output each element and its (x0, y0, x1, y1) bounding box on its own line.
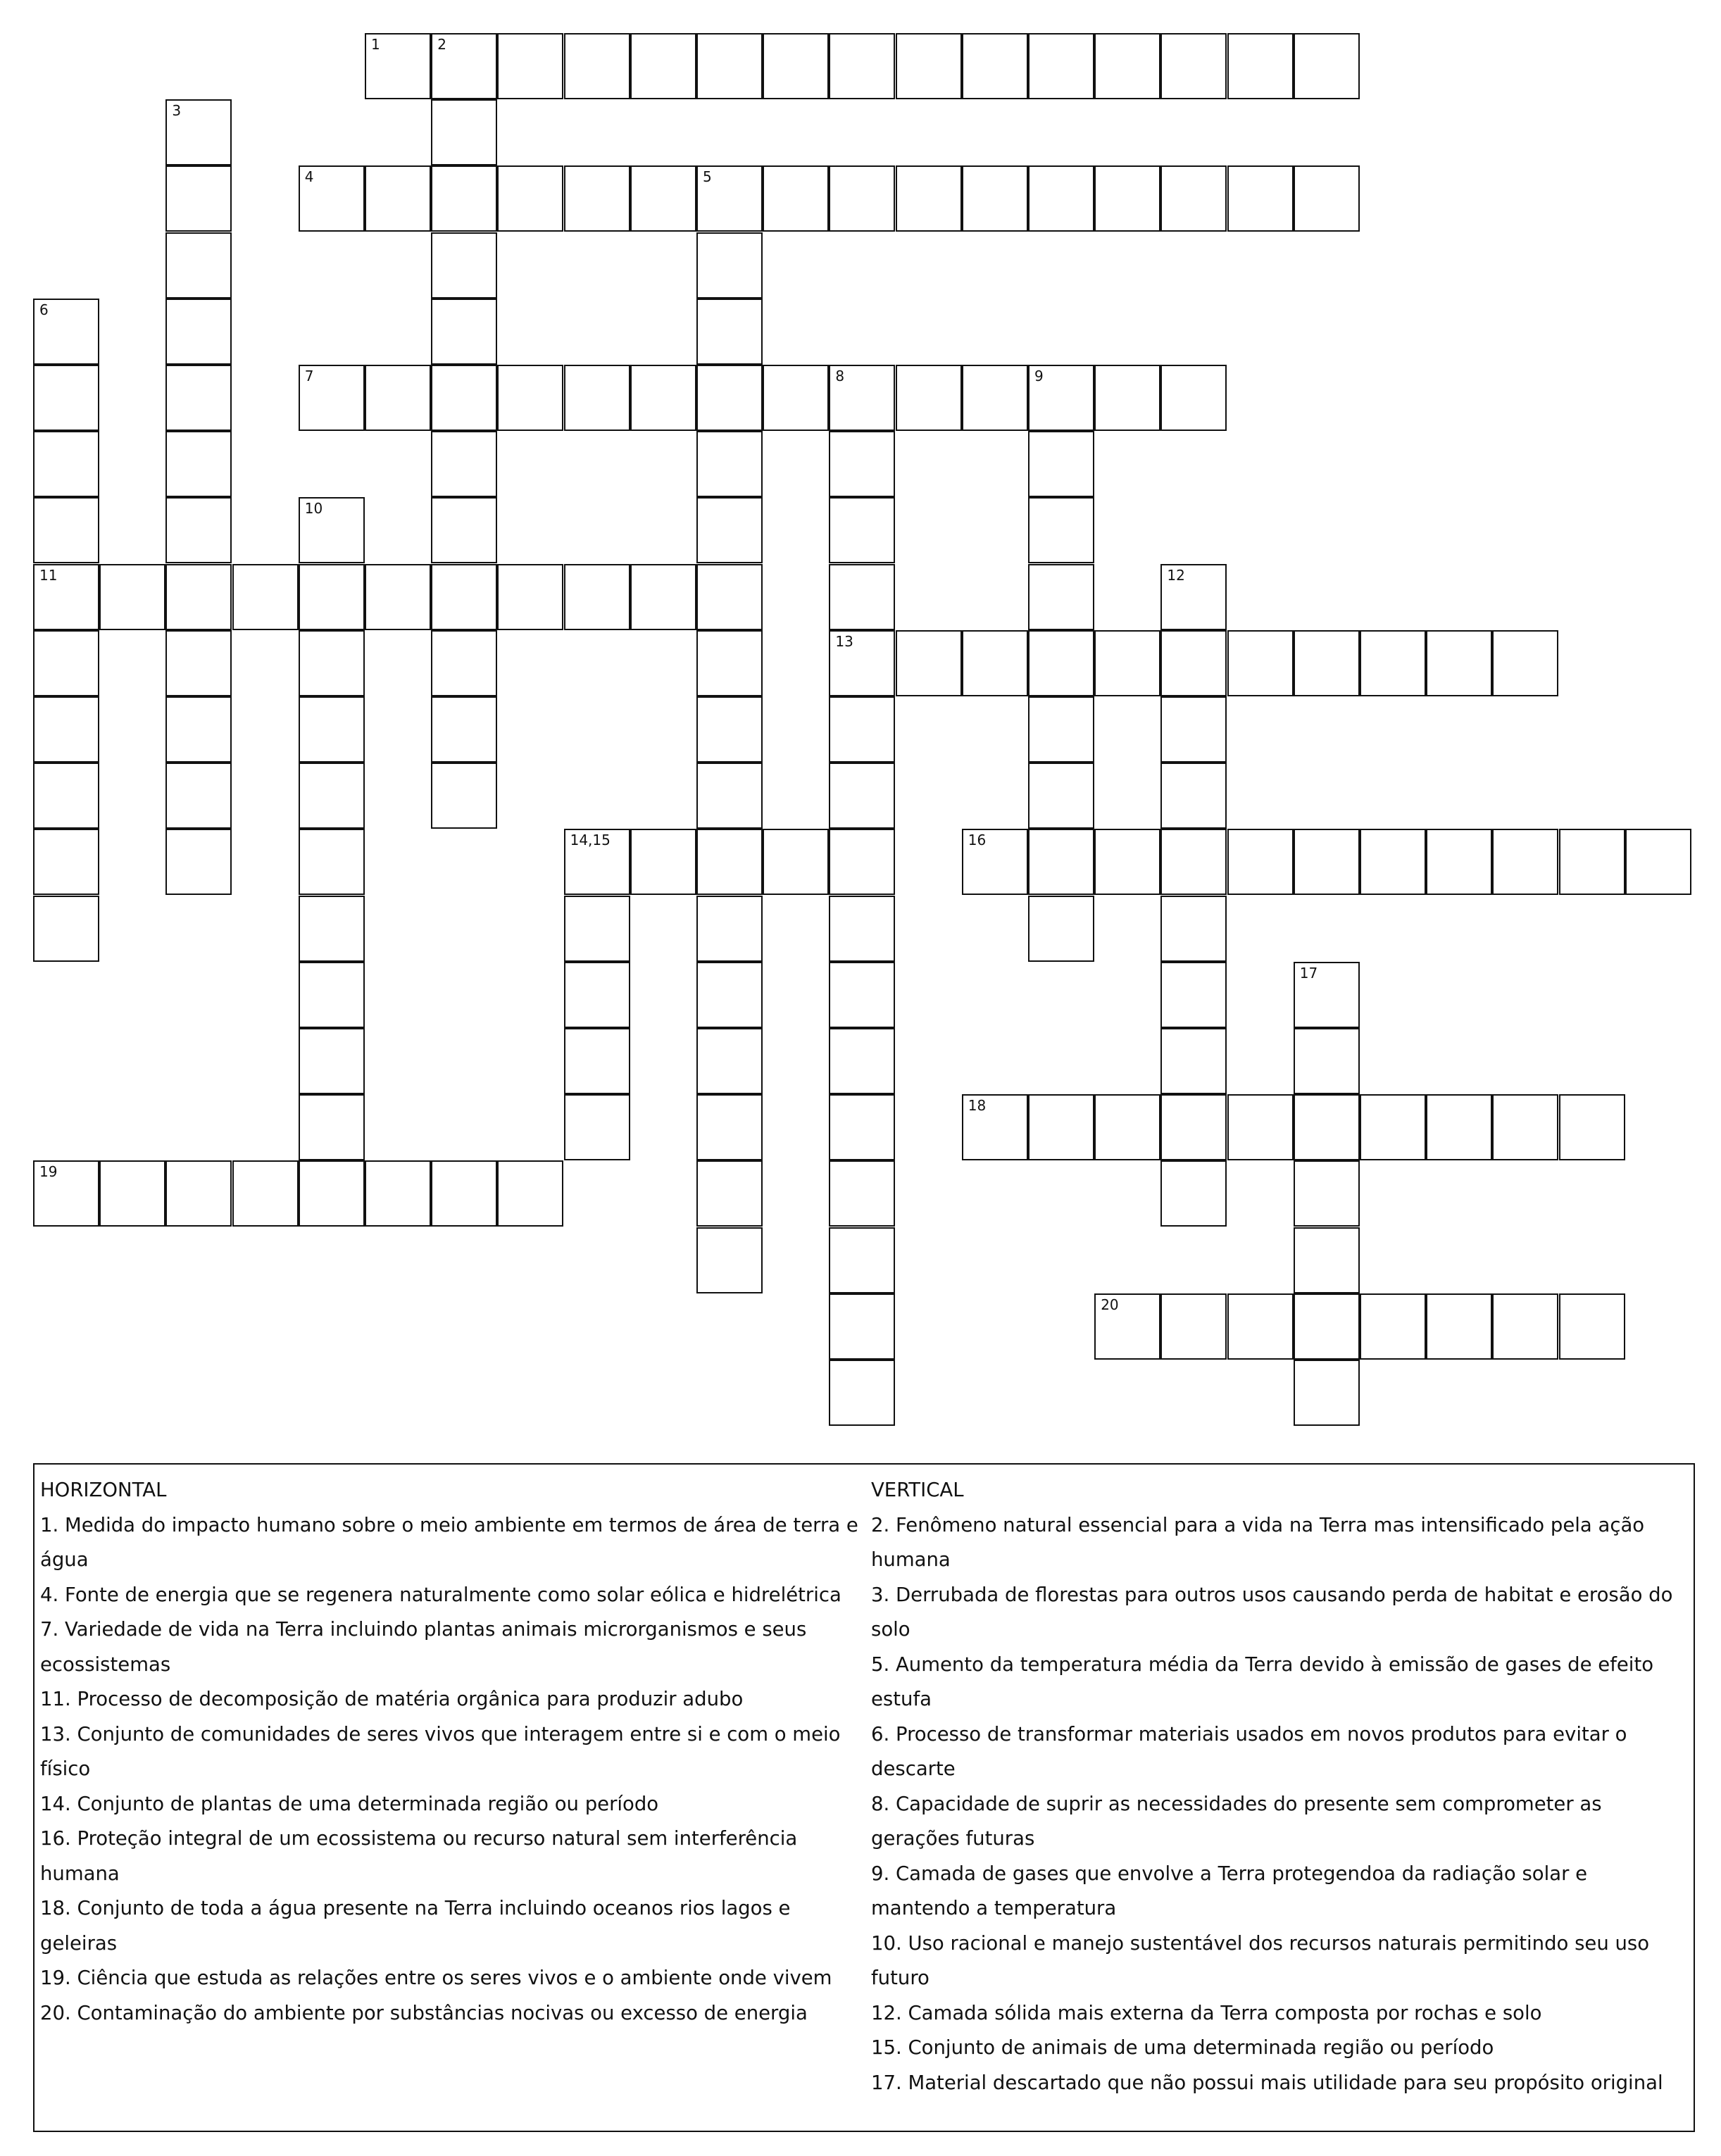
grid-cell[interactable] (1426, 1293, 1492, 1360)
grid-cell[interactable] (431, 431, 497, 497)
grid-cell[interactable] (696, 1094, 763, 1160)
grid-cell[interactable] (962, 165, 1028, 232)
grid-cell[interactable] (165, 99, 232, 165)
grid-cell[interactable] (763, 165, 829, 232)
clue-number: 4 (304, 168, 314, 186)
grid-cell[interactable] (1294, 630, 1360, 696)
grid-cell[interactable] (299, 497, 365, 563)
grid-cell[interactable] (763, 33, 829, 99)
clue-number: 14,15 (570, 832, 611, 849)
grid-cell[interactable] (431, 1160, 497, 1227)
grid-cell[interactable] (165, 763, 232, 829)
grid-cell[interactable] (1294, 1360, 1360, 1426)
grid-cell[interactable] (1160, 1028, 1227, 1094)
grid-cell[interactable] (1160, 696, 1227, 763)
grid-cell[interactable] (165, 365, 232, 431)
clue-down-9: 9. Camada de gases que envolve a Terra protegendoa da radiação solar e mantendo a temperatura (871, 1862, 1588, 1919)
grid-cell[interactable] (1160, 829, 1227, 895)
grid-cell[interactable] (431, 33, 497, 99)
grid-cell[interactable] (1028, 896, 1094, 962)
grid-cell[interactable] (99, 564, 165, 630)
grid-cell[interactable] (696, 232, 763, 299)
grid-cell[interactable] (1160, 564, 1227, 630)
grid-cell[interactable] (1094, 1293, 1160, 1360)
vertical-clues-column (871, 1473, 1691, 2100)
grid-cell[interactable] (962, 829, 1028, 895)
grid-cell[interactable] (1227, 165, 1294, 232)
clue-down-15: 15. Conjunto de animais de uma determinada região ou período (871, 2036, 1494, 2059)
grid-cell[interactable] (1160, 165, 1227, 232)
grid-cell[interactable] (564, 564, 630, 630)
grid-cell[interactable] (896, 630, 962, 696)
grid-cell[interactable] (1160, 365, 1227, 431)
grid-cell[interactable] (829, 365, 895, 431)
clue-number: 20 (1101, 1296, 1119, 1313)
grid-cell[interactable] (299, 1028, 365, 1094)
grid-cell[interactable] (1028, 33, 1094, 99)
grid-cell[interactable] (33, 564, 99, 630)
grid-cell[interactable] (696, 1227, 763, 1293)
grid-cell[interactable] (696, 497, 763, 563)
grid-cell[interactable] (630, 165, 696, 232)
clue-number: 13 (835, 632, 853, 650)
grid-cell[interactable] (564, 829, 630, 895)
grid-cell[interactable] (564, 1094, 630, 1160)
grid-cell[interactable] (1094, 630, 1160, 696)
grid-cell[interactable] (1227, 1293, 1294, 1360)
grid-cell[interactable] (1625, 829, 1691, 895)
clue-across-20: 20. Contaminação do ambiente por substâncias nocivas ou excesso de energia (40, 2001, 808, 2024)
grid-cell[interactable] (1559, 829, 1625, 895)
grid-cell[interactable] (829, 630, 895, 696)
grid-cell[interactable] (299, 1094, 365, 1160)
grid-cell[interactable] (962, 630, 1028, 696)
grid-cell[interactable] (1492, 630, 1558, 696)
grid-cell[interactable] (497, 365, 563, 431)
grid-cell[interactable] (33, 365, 99, 431)
horizontal-clues-heading: HORIZONTAL (40, 1479, 167, 1501)
grid-cell[interactable] (1294, 165, 1360, 232)
grid-cell[interactable] (1294, 829, 1360, 895)
grid-cell[interactable] (33, 1160, 99, 1227)
horizontal-clues-column (40, 1473, 871, 2031)
grid-cell[interactable] (1028, 1094, 1094, 1160)
grid-cell[interactable] (497, 165, 563, 232)
grid-cell[interactable] (696, 763, 763, 829)
grid-cell[interactable] (33, 299, 99, 365)
grid-cell[interactable] (630, 33, 696, 99)
grid-cell[interactable] (696, 299, 763, 365)
clue-number: 1 (371, 36, 380, 53)
grid-cell[interactable] (1559, 1094, 1625, 1160)
grid-cell[interactable] (1227, 829, 1294, 895)
grid-cell[interactable] (1360, 630, 1426, 696)
grid-cell[interactable] (829, 1227, 895, 1293)
grid-cell[interactable] (1028, 564, 1094, 630)
grid-cell[interactable] (299, 962, 365, 1028)
grid-cell[interactable] (365, 33, 431, 99)
grid-cell[interactable] (1028, 365, 1094, 431)
grid-cell[interactable] (1294, 1094, 1360, 1160)
grid-cell[interactable] (165, 232, 232, 299)
grid-cell[interactable] (33, 829, 99, 895)
grid-cell[interactable] (896, 365, 962, 431)
grid-cell[interactable] (1094, 365, 1160, 431)
grid-cell[interactable] (299, 365, 365, 431)
clue-across-18: 18. Conjunto de toda a água presente na Terra incluindo oceanos rios lagos e geleiras (40, 1897, 791, 1955)
grid-cell[interactable] (696, 962, 763, 1028)
grid-cell[interactable] (33, 630, 99, 696)
clue-number: 19 (39, 1163, 58, 1181)
grid-cell[interactable] (896, 33, 962, 99)
grid-cell[interactable] (1028, 696, 1094, 763)
grid-cell[interactable] (696, 431, 763, 497)
grid-cell[interactable] (1028, 763, 1094, 829)
clue-across-19: 19. Ciência que estuda as relações entre os seres vivos e o ambiente onde vivem (40, 1967, 832, 1989)
grid-cell[interactable] (299, 763, 365, 829)
grid-cell[interactable] (1294, 1293, 1360, 1360)
grid-cell[interactable] (165, 630, 232, 696)
grid-cell[interactable] (33, 763, 99, 829)
grid-cell[interactable] (696, 896, 763, 962)
grid-cell[interactable] (829, 1293, 895, 1360)
grid-cell[interactable] (1094, 33, 1160, 99)
grid-cell[interactable] (696, 1028, 763, 1094)
grid-cell[interactable] (829, 896, 895, 962)
grid-cell[interactable] (1426, 630, 1492, 696)
grid-cell[interactable] (696, 1160, 763, 1227)
grid-cell[interactable] (365, 165, 431, 232)
grid-cell[interactable] (299, 564, 365, 630)
grid-cell[interactable] (1294, 1028, 1360, 1094)
clue-number: 2 (437, 36, 446, 53)
grid-cell[interactable] (165, 1160, 232, 1227)
grid-cell[interactable] (829, 564, 895, 630)
grid-cell[interactable] (1360, 829, 1426, 895)
clue-across-14: 14. Conjunto de plantas de uma determinada região ou período (40, 1792, 659, 1815)
grid-cell[interactable] (1492, 829, 1558, 895)
vertical-clues-heading: VERTICAL (871, 1479, 964, 1501)
grid-cell[interactable] (431, 299, 497, 365)
vertical-clues-list (871, 1508, 1691, 2101)
grid-cell[interactable] (299, 1160, 365, 1227)
clue-down-6: 6. Processo de transformar materiais usados em novos produtos para evitar o descarte (871, 1722, 1627, 1780)
clue-across-4: 4. Fonte de energia que se regenera naturalmente como solar eólica e hidrelétrica (40, 1583, 841, 1606)
clue-down-10: 10. Uso racional e manejo sustentável dos recursos naturais permitindo seu uso futuro (871, 1931, 1650, 1989)
grid-cell[interactable] (1426, 829, 1492, 895)
grid-cell[interactable] (99, 1160, 165, 1227)
grid-cell[interactable] (829, 1094, 895, 1160)
clue-number: 17 (1299, 964, 1318, 982)
grid-cell[interactable] (299, 696, 365, 763)
grid-cell[interactable] (1559, 1293, 1625, 1360)
grid-cell[interactable] (431, 165, 497, 232)
grid-cell[interactable] (232, 1160, 299, 1227)
grid-cell[interactable] (165, 299, 232, 365)
grid-cell[interactable] (165, 165, 232, 232)
grid-cell[interactable] (1294, 33, 1360, 99)
clue-number: 16 (968, 832, 987, 849)
grid-cell[interactable] (497, 1160, 563, 1227)
grid-cell[interactable] (365, 365, 431, 431)
grid-cell[interactable] (829, 33, 895, 99)
grid-cell[interactable] (696, 33, 763, 99)
grid-cell[interactable] (232, 564, 299, 630)
clue-number: 10 (304, 500, 323, 518)
grid-cell[interactable] (1360, 1293, 1426, 1360)
clue-down-17: 17. Material descartado que não possui mais utilidade para seu propósito original (871, 2071, 1663, 2094)
grid-cell[interactable] (829, 1360, 895, 1426)
grid-cell[interactable] (1227, 33, 1294, 99)
clue-number: 8 (835, 368, 845, 384)
grid-cell[interactable] (33, 431, 99, 497)
grid-cell[interactable] (630, 365, 696, 431)
grid-cell[interactable] (299, 896, 365, 962)
grid-cell[interactable] (431, 365, 497, 431)
grid-cell[interactable] (829, 696, 895, 763)
grid-cell[interactable] (1028, 829, 1094, 895)
grid-cell[interactable] (431, 630, 497, 696)
grid-cell[interactable] (365, 1160, 431, 1227)
grid-cell[interactable] (564, 33, 630, 99)
grid-cell[interactable] (1492, 1094, 1558, 1160)
clue-number: 18 (968, 1097, 987, 1115)
grid-cell[interactable] (1492, 1293, 1558, 1360)
grid-cell[interactable] (1094, 165, 1160, 232)
grid-cell[interactable] (696, 630, 763, 696)
grid-cell[interactable] (165, 564, 232, 630)
clue-number: 12 (1167, 566, 1185, 584)
clue-across-1: 1. Medida do impacto humano sobre o meio ambiente em termos de área de terra e água (40, 1513, 858, 1571)
grid-cell[interactable] (431, 763, 497, 829)
grid-cell[interactable] (564, 165, 630, 232)
grid-cell[interactable] (299, 829, 365, 895)
clue-across-16: 16. Proteção integral de um ecossistema ou recurso natural sem interferência humana (40, 1827, 798, 1885)
grid-cell[interactable] (1028, 431, 1094, 497)
grid-cell[interactable] (1426, 1094, 1492, 1160)
clue-down-5: 5. Aumento da temperatura média da Terra devido à emissão de gases de efeito estufa (871, 1653, 1654, 1710)
grid-cell[interactable] (431, 696, 497, 763)
grid-cell[interactable] (696, 696, 763, 763)
grid-cell[interactable] (1160, 763, 1227, 829)
grid-cell[interactable] (630, 564, 696, 630)
clue-number: 11 (39, 566, 58, 584)
grid-cell[interactable] (829, 431, 895, 497)
clue-down-8: 8. Capacidade de suprir as necessidades do presente sem comprometer as gerações futuras (871, 1792, 1602, 1850)
grid-cell[interactable] (829, 763, 895, 829)
grid-cell[interactable] (1160, 1293, 1227, 1360)
grid-cell[interactable] (1160, 962, 1227, 1028)
grid-cell[interactable] (1294, 1160, 1360, 1227)
grid-cell[interactable] (829, 962, 895, 1028)
grid-cell[interactable] (299, 165, 365, 232)
grid-cell[interactable] (1294, 962, 1360, 1028)
grid-cell[interactable] (33, 696, 99, 763)
grid-cell[interactable] (829, 1028, 895, 1094)
grid-cell[interactable] (564, 896, 630, 962)
grid-cell[interactable] (165, 829, 232, 895)
grid-cell[interactable] (564, 1028, 630, 1094)
grid-cell[interactable] (1160, 1094, 1227, 1160)
clue-across-7: 7. Variedade de vida na Terra incluindo plantas animais microrganismos e seus ecossistemas (40, 1618, 807, 1676)
grid-cell[interactable] (1028, 497, 1094, 563)
grid-cell[interactable] (431, 497, 497, 563)
grid-cell[interactable] (1227, 1094, 1294, 1160)
grid-cell[interactable] (896, 165, 962, 232)
grid-cell[interactable] (1094, 829, 1160, 895)
grid-cell[interactable] (497, 564, 563, 630)
grid-cell[interactable] (962, 1094, 1028, 1160)
clue-number: 7 (304, 368, 314, 384)
grid-cell[interactable] (696, 165, 763, 232)
horizontal-clues-list (40, 1508, 871, 2031)
grid-cell[interactable] (1094, 1094, 1160, 1160)
clue-number: 3 (172, 102, 182, 120)
grid-cell[interactable] (1227, 630, 1294, 696)
grid-cell[interactable] (431, 564, 497, 630)
grid-cell[interactable] (165, 497, 232, 563)
grid-cell[interactable] (962, 33, 1028, 99)
grid-cell[interactable] (165, 696, 232, 763)
grid-cell[interactable] (763, 365, 829, 431)
clue-across-13: 13. Conjunto de comunidades de seres vivos que interagem entre si e com o meio físico (40, 1722, 841, 1780)
clue-down-2: 2. Fenômeno natural essencial para a vida na Terra mas intensificado pela ação humana (871, 1513, 1645, 1571)
clues-box (33, 1463, 1695, 2132)
grid-cell[interactable] (33, 896, 99, 962)
grid-cell[interactable] (696, 564, 763, 630)
grid-cell[interactable] (1294, 1227, 1360, 1293)
clue-number: 5 (703, 168, 712, 186)
grid-cell[interactable] (829, 1160, 895, 1227)
grid-cell[interactable] (829, 497, 895, 563)
grid-cell[interactable] (431, 232, 497, 299)
grid-cell[interactable] (33, 497, 99, 563)
grid-cell[interactable] (1160, 1160, 1227, 1227)
clue-down-12: 12. Camada sólida mais externa da Terra composta por rochas e solo (871, 2001, 1542, 2024)
grid-cell[interactable] (431, 99, 497, 165)
clue-down-3: 3. Derrubada de florestas para outros usos causando perda de habitat e erosão do solo (871, 1583, 1673, 1641)
grid-cell[interactable] (1160, 33, 1227, 99)
grid-cell[interactable] (497, 33, 563, 99)
grid-cell[interactable] (1028, 630, 1094, 696)
grid-cell[interactable] (365, 564, 431, 630)
grid-cell[interactable] (1160, 896, 1227, 962)
grid-cell[interactable] (299, 630, 365, 696)
grid-cell[interactable] (1028, 165, 1094, 232)
clue-number: 6 (39, 301, 49, 318)
clue-number: 9 (1034, 368, 1044, 384)
grid-cell[interactable] (829, 829, 895, 895)
grid-cell[interactable] (564, 365, 630, 431)
grid-cell[interactable] (696, 829, 763, 895)
grid-cell[interactable] (564, 962, 630, 1028)
grid-cell[interactable] (1360, 1094, 1426, 1160)
grid-cell[interactable] (763, 829, 829, 895)
clue-across-11: 11. Processo de decomposição de matéria orgânica para produzir adubo (40, 1688, 744, 1710)
grid-cell[interactable] (165, 431, 232, 497)
grid-cell[interactable] (962, 365, 1028, 431)
grid-cell[interactable] (1160, 630, 1227, 696)
grid-cell[interactable] (829, 165, 895, 232)
grid-cell[interactable] (696, 365, 763, 431)
grid-cell[interactable] (630, 829, 696, 895)
